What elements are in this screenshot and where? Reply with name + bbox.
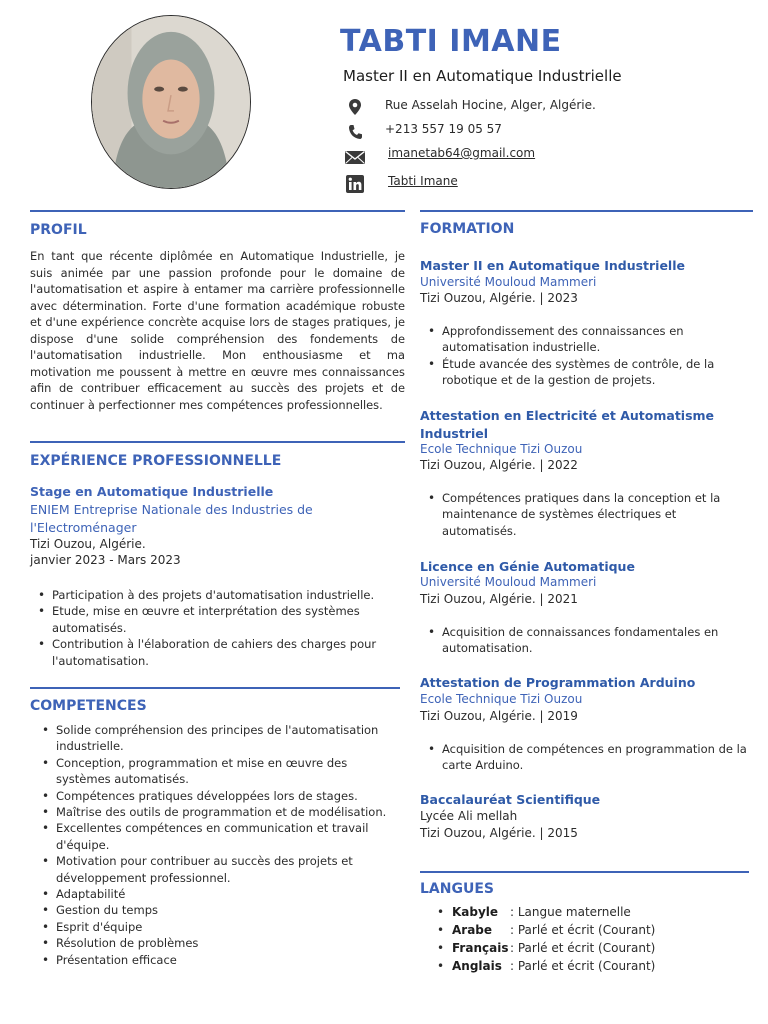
formation-bullets [420, 624, 750, 657]
email-link[interactable]: imanetab64@gmail.com [388, 146, 536, 160]
profile-photo [91, 15, 251, 189]
formation-degree: Baccalauréat Scientifique [420, 792, 601, 807]
language-level: : Parlé et écrit (Courant) [510, 941, 656, 955]
list-item: • Contribution à l'élaboration de cahiers des charges pour l'automatisation. [30, 636, 400, 669]
competences-list [34, 722, 394, 968]
list-item: • Motivation pour contribuer au succès des projets et développement professionnel. [34, 853, 394, 886]
language-name: Kabyle [452, 905, 499, 919]
divider-langues [420, 871, 749, 873]
job-title: Stage en Automatique Industrielle [30, 484, 274, 499]
list-item [437, 921, 655, 939]
address-text: Rue Asselah Hocine, Alger, Algérie. [385, 98, 596, 112]
language-level: : Parlé et écrit (Courant) [510, 923, 656, 937]
list-item: • Maîtrise des outils de programmation et de modélisation. [34, 804, 394, 820]
list-item: • Acquisition de connaissances fondamentales en automatisation. [420, 624, 750, 657]
linkedin-link[interactable]: Tabti Imane [388, 174, 458, 188]
formation-school: Ecole Technique Tizi Ouzou [420, 442, 583, 456]
section-title-competences: COMPETENCES [30, 698, 147, 714]
formation-degree: Licence en Génie Automatique [420, 559, 635, 574]
divider-formation [420, 210, 753, 212]
formation-place: Tizi Ouzou, Algérie. | 2023 [420, 291, 578, 305]
formation-school: Université Mouloud Mammeri [420, 575, 597, 589]
language-level: : Parlé et écrit (Courant) [510, 959, 656, 973]
mail-icon [344, 149, 366, 167]
language-name: Français [452, 941, 509, 955]
formation-bullets [420, 490, 750, 539]
list-item: • Conception, programmation et mise en œuvre des systèmes automatisés. [34, 755, 394, 788]
divider-competences [30, 687, 400, 689]
formation-bullets [420, 323, 750, 389]
profil-paragraph: En tant que récente diplômée en Automatique Industrielle, je suis animée par une passion profonde pour le domaine de l'automatisation et aspire à entamer ma carrière professionnelle avec détermination. Forte d'une formation académique robuste et d'une expérience concrète acquise lors de stages pratiques, je dispose d'une solide compréhension des fondements de l'automatisation industrielle. Mon enthousiasme et ma motivation me poussent à mettre en œuvre mes connaissances afin de contribuer efficacement au succès des projets et de continuer à perfectionner mes compétences professionnelles. [30, 249, 405, 412]
phone-icon [344, 123, 366, 141]
location-icon [344, 98, 366, 116]
langues-list [437, 903, 655, 975]
section-title-profil: PROFIL [30, 222, 87, 238]
formation-degree: Master II en Automatique Industrielle [420, 258, 685, 273]
experience-bullets [30, 587, 400, 669]
section-title-formation: FORMATION [420, 221, 515, 237]
candidate-title: Master II en Automatique Industrielle [343, 67, 622, 85]
formation-school: Lycée Ali mellah [420, 809, 518, 823]
divider-profil [30, 210, 405, 212]
list-item [437, 957, 655, 975]
formation-place: Tizi Ouzou, Algérie. | 2022 [420, 458, 578, 472]
list-item: • Approfondissement des connaissances en automatisation industrielle. [420, 323, 750, 356]
formation-place: Tizi Ouzou, Algérie. | 2021 [420, 592, 578, 606]
list-item [437, 939, 655, 957]
list-item: • Gestion du temps [34, 902, 394, 918]
candidate-name: TABTI IMANE [340, 24, 562, 59]
list-item: • Présentation efficace [34, 952, 394, 968]
job-location: Tizi Ouzou, Algérie. [30, 537, 146, 551]
list-item: • Excellentes compétences en communication et travail d'équipe. [34, 820, 394, 853]
section-title-experience: EXPÉRIENCE PROFESSIONNELLE [30, 453, 282, 469]
formation-bullets [420, 741, 756, 774]
language-name: Anglais [452, 959, 502, 973]
formation-place: Tizi Ouzou, Algérie. | 2015 [420, 826, 578, 840]
list-item: • Acquisition de compétences en programmation de la carte Arduino. [420, 741, 756, 774]
list-item: • Compétences pratiques dans la conception et la maintenance de systèmes électriques et automatisés. [420, 490, 750, 539]
formation-degree: Attestation de Programmation Arduino [420, 675, 696, 690]
list-item: • Esprit d'équipe [34, 919, 394, 935]
list-item: • Participation à des projets d'automatisation industrielle. [30, 587, 400, 603]
formation-place: Tizi Ouzou, Algérie. | 2019 [420, 709, 578, 723]
job-dates: janvier 2023 - Mars 2023 [30, 553, 181, 567]
portrait-image [92, 16, 250, 188]
job-company: ENIEM Entreprise Nationale des Industries de l'Electroménager [30, 502, 313, 535]
formation-degree: Attestation en Electricité et Automatisme Industriel [420, 408, 715, 441]
language-name: Arabe [452, 923, 493, 937]
phone-text: +213 557 19 05 57 [385, 122, 502, 136]
list-item: • Résolution de problèmes [34, 935, 394, 951]
section-title-langues: LANGUES [420, 881, 494, 897]
formation-school: Ecole Technique Tizi Ouzou [420, 692, 583, 706]
list-item: • Solide compréhension des principes de l'automatisation industrielle. [34, 722, 394, 755]
list-item: • Étude avancée des systèmes de contrôle, de la robotique et de la gestion de projets. [420, 356, 750, 389]
list-item: • Adaptabilité [34, 886, 394, 902]
divider-experience [30, 441, 405, 443]
list-item [437, 903, 655, 921]
list-item: • Etude, mise en œuvre et interprétation des systèmes automatisés. [30, 603, 400, 636]
language-level: : Langue maternelle [510, 905, 631, 919]
linkedin-icon [344, 175, 366, 193]
list-item: • Compétences pratiques développées lors de stages. [34, 788, 394, 804]
formation-school: Université Mouloud Mammeri [420, 275, 597, 289]
